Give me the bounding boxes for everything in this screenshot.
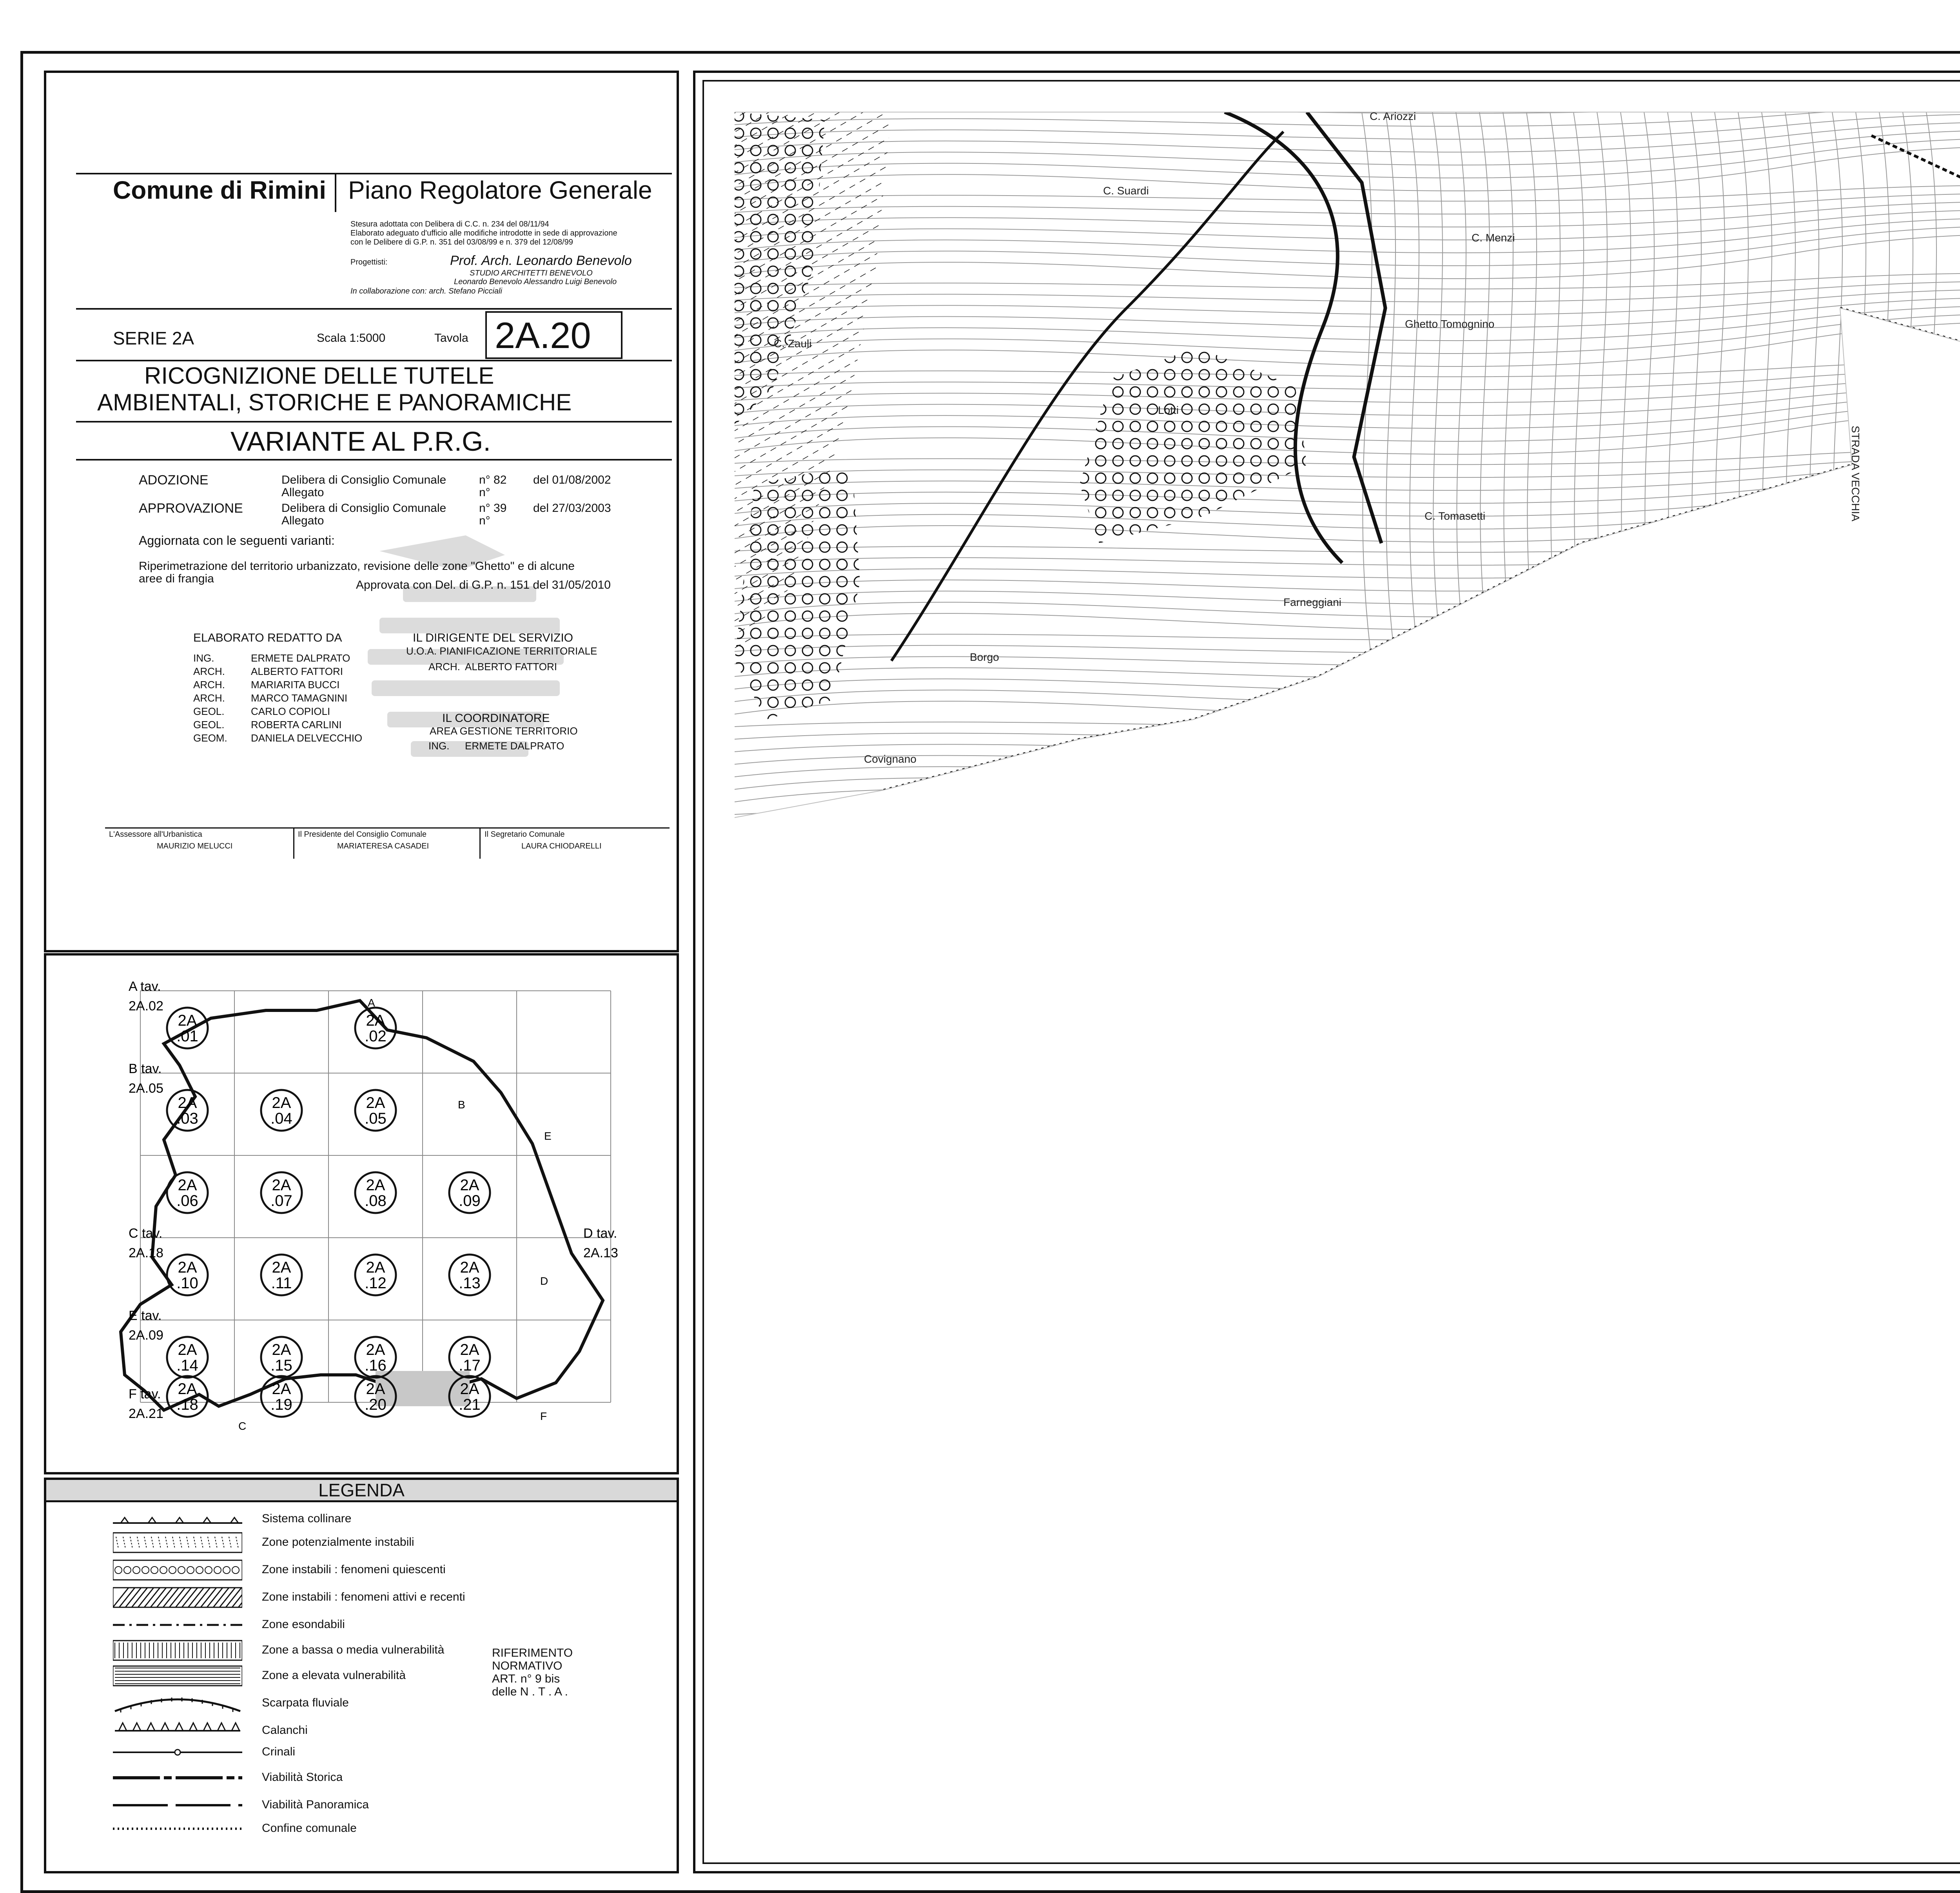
index-sheet-series: 2A: [366, 1341, 385, 1358]
index-corner-letter: F: [540, 1410, 547, 1422]
sign-assessor-label: L'Assessore all'Urbanistica: [109, 830, 202, 839]
drafter-name: ROBERTA CARLINI: [251, 719, 342, 731]
contour-line: [735, 814, 1960, 841]
variant-title: VARIANTE AL P.R.G.: [230, 426, 491, 457]
drafter-name: MARCO TAMAGNINI: [251, 692, 348, 704]
adoption-number: n° 82: [479, 473, 507, 486]
index-sheet-3: [167, 1090, 208, 1131]
drafted-by-label: ELABORATO REDATTO DA: [193, 631, 342, 644]
index-sheet-series: 2A: [178, 1259, 197, 1276]
index-side-ref-label: B tav.: [129, 1061, 162, 1076]
index-sheet-number: .02: [365, 1028, 387, 1045]
legend-panel: [44, 1478, 679, 1873]
index-sheet-series: 2A: [366, 1259, 385, 1276]
map-panel: [693, 71, 1960, 1873]
map-place-name: Covignano: [864, 753, 916, 765]
legend-symbol-circle-pattern: [113, 1558, 242, 1586]
legend-label: Zone instabili : fenomeni quiescenti: [262, 1563, 446, 1576]
director-office: U.O.A. PIANIFICAZIONE TERRITORIALE: [406, 645, 597, 657]
index-corner-letter: A: [368, 997, 375, 1009]
index-sheet-number: .17: [459, 1357, 481, 1374]
index-sheet-number: .10: [176, 1275, 198, 1292]
sheet-index-panel: [44, 953, 679, 1474]
index-sheet-series: 2A: [178, 1177, 197, 1194]
designer-collab: In collaborazione con: arch. Stefano Picciali: [350, 287, 502, 296]
index-sheet-19: [261, 1376, 302, 1417]
subject-line-2: AMBIENTALI, STORICHE E PANORAMICHE: [97, 389, 572, 415]
index-side-ref-label: F tav.: [129, 1387, 161, 1402]
map-place-name: STRADA VECCHIA: [1849, 426, 1862, 522]
index-sheet-1: [167, 1008, 208, 1048]
sign-assessor-name: MAURIZIO MELUCCI: [157, 842, 233, 850]
index-sheet-series: 2A: [272, 1094, 291, 1112]
index-sheet-series: 2A: [366, 1177, 385, 1194]
index-side-ref-sheet: 2A.21: [129, 1406, 163, 1421]
legend-symbol-diagonal-hatch: [113, 1586, 242, 1613]
index-sheet-5: [355, 1090, 396, 1131]
index-corner-letter: C: [238, 1420, 247, 1432]
drafter-name: CARLO COPIOLI: [251, 705, 330, 717]
drafter-name: MARIARITA BUCCI: [251, 679, 340, 691]
map-place-name: Borgo: [970, 651, 999, 663]
legend-label: Zone esondabili: [262, 1618, 345, 1631]
index-side-ref-label: E tav.: [129, 1308, 162, 1323]
drafter-title: ARCH.: [193, 679, 225, 691]
reference-line-1: RIFERIMENTO: [492, 1646, 573, 1659]
adoption-allegato-number: n°: [479, 486, 490, 499]
index-sheet-11: [261, 1255, 302, 1295]
index-sheet-series: 2A: [178, 1341, 197, 1358]
index-sheet-15: [261, 1337, 302, 1378]
index-sheet-series: 2A: [366, 1094, 385, 1112]
index-sheet-number: .20: [365, 1396, 387, 1413]
plan-name: Piano Regolatore Generale: [348, 176, 652, 204]
map-place-name: C. Zauli: [774, 337, 812, 350]
legend-symbol-horizontal-hatch: [113, 1664, 242, 1692]
drafter-title: GEOM.: [193, 732, 227, 744]
index-sheet-number: .11: [271, 1275, 292, 1292]
legend-label: Crinali: [262, 1745, 296, 1758]
contour-line: [735, 807, 1960, 829]
index-sheet-number: .15: [270, 1357, 292, 1374]
index-sheet-series: 2A: [460, 1177, 479, 1194]
legend-symbol-dash-dot-line: [113, 1613, 242, 1641]
legend-symbol-dotted-hatch: [113, 1531, 242, 1558]
legend-label: Confine comunale: [262, 1822, 357, 1835]
director-title: ARCH.: [428, 661, 460, 673]
legend-symbol-vertical-hatch: [113, 1639, 242, 1666]
note-line-3: con le Delibere di G.P. n. 351 del 03/08/99 e n. 379 del 12/08/99: [350, 238, 573, 247]
index-sheet-number: .13: [459, 1275, 481, 1292]
index-sheet-number: .21: [459, 1396, 481, 1413]
legend-label: Sistema collinare: [262, 1512, 352, 1525]
legend-symbol-scarp-line: [113, 1692, 242, 1719]
index-sheet-13: [449, 1255, 490, 1295]
map-place-name: C. Menzi: [1472, 232, 1515, 244]
index-sheet-6: [167, 1172, 208, 1213]
index-side-ref-label: D tav.: [583, 1226, 617, 1241]
subject-line-1: RICOGNIZIONE DELLE TUTELE: [144, 363, 494, 389]
scale-label: Scala 1:5000: [317, 332, 386, 345]
drafter-title: GEOL.: [193, 705, 225, 717]
drafter-title: ING.: [193, 652, 214, 664]
index-sheet-series: 2A: [272, 1380, 291, 1398]
index-sheet-number: .18: [176, 1396, 198, 1413]
contour-line: [735, 96, 1960, 113]
table-label: Tavola: [434, 332, 468, 345]
legend-symbol-dotted-line: [113, 1817, 242, 1844]
designer-names: Leonardo Benevolo Alessandro Luigi Benevolo: [454, 277, 617, 286]
index-sheet-number: .05: [365, 1110, 387, 1127]
map-place-name: C. Ariozzi: [1370, 110, 1416, 122]
designer-studio: STUDIO ARCHITETTI BENEVOLO: [470, 269, 593, 277]
legend-label: Scarpata fluviale: [262, 1696, 349, 1709]
coordinator-name: ERMETE DALPRATO: [465, 740, 564, 752]
reference-line-4: delle N . T . A .: [492, 1685, 568, 1698]
drafter-title: ARCH.: [193, 665, 225, 677]
index-sheet-9: [449, 1172, 490, 1213]
variant-desc-line-1: Riperimetrazione del territorio urbanizzato, revisione delle zone "Ghetto" e di alcune: [139, 560, 575, 573]
index-sheet-number: .04: [270, 1110, 292, 1127]
index-sheet-series: 2A: [366, 1380, 385, 1398]
index-sheet-number: .19: [270, 1396, 292, 1413]
note-line-2: Elaborato adeguato d'ufficio alle modifiche introdotte in sede di approvazione: [350, 229, 617, 238]
director-name: ALBERTO FATTORI: [465, 661, 557, 673]
title-block: [44, 71, 679, 952]
legend-title: LEGENDA: [46, 1480, 677, 1502]
legend-symbol-crest-line: [113, 1741, 242, 1768]
index-sheet-number: .08: [365, 1192, 387, 1209]
map-place-name: Ghetto Tomognino: [1405, 318, 1495, 330]
index-sheet-number: .06: [176, 1192, 198, 1209]
index-sheet-8: [355, 1172, 396, 1213]
table-number-box: [485, 311, 622, 359]
approval-date: del 27/03/2003: [533, 502, 611, 515]
topographic-map: [695, 73, 1960, 1871]
designers-label: Progettisti:: [350, 258, 388, 267]
approval-allegato: Allegato: [281, 514, 324, 527]
drafter-name: DANIELA DELVECCHIO: [251, 732, 363, 744]
drafter-name: ALBERTO FATTORI: [251, 665, 343, 677]
index-sheet-number: .07: [270, 1192, 292, 1209]
adoption-label: ADOZIONE: [139, 473, 209, 488]
index-sheet-number: .14: [176, 1357, 198, 1374]
table-number: 2A.20: [495, 315, 591, 356]
index-sheet-number: .03: [176, 1110, 198, 1127]
index-sheet-series: 2A: [178, 1380, 197, 1398]
map-place-name: Lotti: [1158, 404, 1179, 416]
map-place-name: C. Suardi: [1103, 185, 1149, 197]
approval-number: n° 39: [479, 502, 507, 515]
drafter-name: ERMETE DALPRATO: [251, 652, 350, 664]
index-sheet-number: .09: [459, 1192, 481, 1209]
index-side-ref-sheet: 2A.09: [129, 1328, 163, 1343]
legend-label: Calanchi: [262, 1724, 308, 1737]
approval-label: APPROVAZIONE: [139, 501, 243, 516]
index-side-ref-sheet: 2A.13: [583, 1246, 618, 1260]
drafter-title: ARCH.: [193, 692, 225, 704]
contour-line: [735, 822, 1960, 854]
coordinator-title: ING.: [428, 740, 450, 752]
index-sheet-number: .12: [365, 1275, 387, 1292]
index-corner-letter: E: [544, 1130, 552, 1142]
approval-allegato-number: n°: [479, 514, 490, 527]
index-side-ref-label: A tav.: [129, 979, 161, 994]
map-place-name: Farneggiani: [1283, 596, 1341, 608]
series-label: SERIE 2A: [113, 328, 194, 348]
reference-line-2: NORMATIVO: [492, 1659, 563, 1672]
index-sheet-series: 2A: [272, 1259, 291, 1276]
index-sheet-series: 2A: [366, 1012, 385, 1029]
index-sheet-16: [355, 1337, 396, 1378]
index-sheet-series: 2A: [272, 1177, 291, 1194]
index-sheet-series: 2A: [272, 1341, 291, 1358]
map-content: [695, 73, 1960, 1871]
sign-president-label: Il Presidente del Consiglio Comunale: [298, 830, 426, 839]
index-side-ref-label: C tav.: [129, 1226, 163, 1241]
variant-approved: Approvata con Del. di G.P. n. 151 del 31/05/2010: [356, 578, 611, 591]
index-sheet-10: [167, 1255, 208, 1295]
index-side-ref-sheet: 2A.18: [129, 1246, 163, 1260]
index-sheet-series: 2A: [460, 1259, 479, 1276]
designer-name: Prof. Arch. Leonardo Benevolo: [450, 253, 632, 268]
reference-line-3: ART. n° 9 bis: [492, 1672, 560, 1685]
index-sheet-7: [261, 1172, 302, 1213]
note-line-1: Stesura adottata con Delibera di C.C. n. 234 del 08/11/94: [350, 220, 549, 228]
coordinator-label: IL COORDINATORE: [442, 712, 550, 725]
sign-secretary-name: LAURA CHIODARELLI: [521, 842, 602, 850]
adoption-text: Delibera di Consiglio Comunale: [281, 473, 446, 486]
variant-desc-line-2: aree di frangia: [139, 572, 214, 585]
index-corner-letter: D: [540, 1275, 548, 1287]
legend-label: Zone a bassa o media vulnerabilità: [262, 1643, 445, 1656]
current-sheet-highlight: [376, 1371, 470, 1406]
index-sheet-number: .01: [176, 1028, 198, 1045]
sheet-index-map: [46, 956, 677, 1472]
legend-label: Zone a elevata vulnerabilità: [262, 1669, 406, 1682]
coordinator-office: AREA GESTIONE TERRITORIO: [430, 725, 578, 737]
sign-secretary-label: Il Segretario Comunale: [485, 830, 565, 839]
index-sheet-series: 2A: [178, 1094, 197, 1112]
contour-line: [735, 799, 1960, 816]
adoption-allegato: Allegato: [281, 486, 324, 499]
legend-label: Zone potenzialmente instabili: [262, 1536, 414, 1548]
adoption-date: del 01/08/2002: [533, 473, 611, 486]
index-sheet-17: [449, 1337, 490, 1378]
approval-text: Delibera di Consiglio Comunale: [281, 502, 446, 515]
index-sheet-4: [261, 1090, 302, 1131]
index-sheet-series: 2A: [460, 1341, 479, 1358]
index-side-ref-sheet: 2A.02: [129, 999, 163, 1014]
index-sheet-12: [355, 1255, 396, 1295]
director-label: IL DIRIGENTE DEL SERVIZIO: [413, 631, 573, 644]
updated-line: Aggiornata con le seguenti varianti:: [139, 533, 335, 548]
index-sheet-2: [355, 1008, 396, 1048]
index-sheet-series: 2A: [178, 1012, 197, 1029]
legend-label: Zone instabili : fenomeni attivi e recenti: [262, 1590, 465, 1603]
index-sheet-14: [167, 1337, 208, 1378]
legend-label: Viabilità Panoramica: [262, 1798, 369, 1811]
index-sheet-number: .16: [365, 1357, 387, 1374]
municipality-name: Comune di Rimini: [113, 176, 326, 204]
legend-symbol-thick-dash-line: [113, 1766, 242, 1793]
legend-label: Viabilità Storica: [262, 1771, 343, 1784]
sign-president-name: MARIATERESA CASADEI: [337, 842, 429, 850]
drafter-title: GEOL.: [193, 719, 225, 731]
index-sheet-series: 2A: [460, 1380, 479, 1398]
map-place-name: C. Tomasetti: [1425, 510, 1486, 522]
index-side-ref-sheet: 2A.05: [129, 1081, 163, 1096]
index-corner-letter: B: [458, 1099, 465, 1111]
